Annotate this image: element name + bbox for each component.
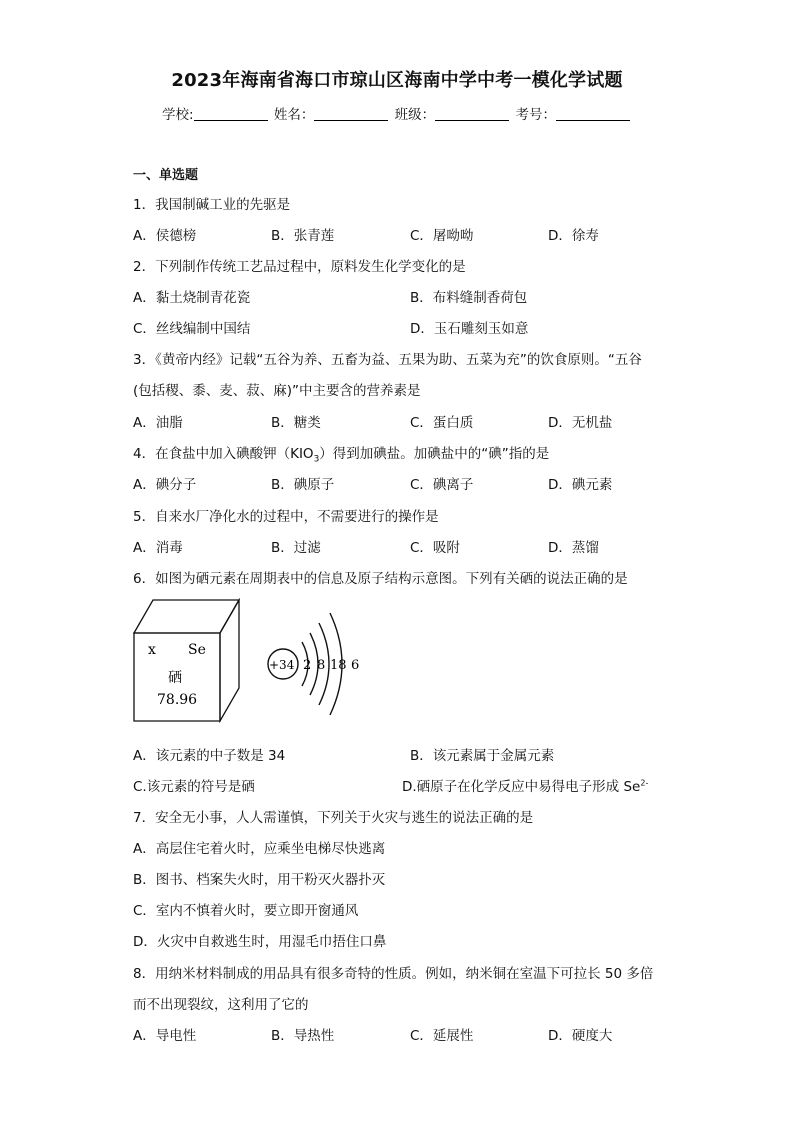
- shell-3-count: 18: [330, 658, 347, 673]
- option-a: A．侯德榜: [133, 228, 197, 244]
- nucleus-charge-text: +34: [269, 658, 295, 672]
- subscript: 3: [313, 454, 320, 465]
- option-d: D．蒸馏: [548, 540, 599, 556]
- question-stem-line-1: 3．《黄帝内经》记载“五谷为养、五畜为益、五果为助、五菜为充”的饮食原则。“五谷: [133, 352, 642, 368]
- option-c: C.该元素的符号是硒: [133, 779, 255, 795]
- page-title: 2023年海南省海口市琼山区海南中学中考一模化学试题: [171, 70, 623, 91]
- option-b: B．导热性: [271, 1028, 335, 1044]
- option-c: C．吸附: [410, 540, 460, 556]
- element-name-text: 硒: [168, 670, 182, 686]
- stem-text: 4．在食盐中加入碘酸钾（KIO: [133, 446, 314, 462]
- question-stem-line-1: 8．用纳米材料制成的用品具有很多奇特的性质。例如，纳米铜在室温下可拉长 50 多倍: [133, 966, 654, 982]
- option-a: A．导电性: [133, 1028, 197, 1044]
- atomic-mass-text: 78.96: [157, 692, 198, 708]
- option-c: C．室内不慎着火时，要立即开窗通风: [133, 903, 359, 919]
- option-d-text: D.硒原子在化学反应中易得电子形成 Se: [402, 779, 641, 795]
- option-a: A．黏土烧制青花瓷: [133, 290, 251, 306]
- option-b: B．布料缝制香荷包: [410, 290, 528, 306]
- question-stem: 7．安全无小事，人人需谨慎，下列关于火灾与逃生的说法正确的是: [133, 810, 534, 826]
- name-label: 姓名：: [273, 107, 315, 123]
- option-c: C．蛋白质: [410, 415, 474, 431]
- option-b: B．图书、档案失火时，用干粉灭火器扑灭: [133, 872, 386, 888]
- selenium-figure: [133, 598, 373, 723]
- element-symbol-text: Se: [188, 642, 206, 658]
- option-d: D．玉石雕刻玉如意: [410, 321, 529, 337]
- exam-number-label: 考号：: [515, 107, 556, 123]
- stem-text-cont: ）得到加碘盐。加碘盐中的“碘”指的是: [319, 446, 550, 462]
- class-blank[interactable]: [435, 106, 509, 121]
- ion-charge: 2-: [640, 778, 649, 788]
- exam-number-blank[interactable]: [556, 106, 630, 121]
- option-b: B．碘原子: [271, 477, 335, 493]
- option-a: A．高层住宅着火时，应乘坐电梯尽快逃离: [133, 841, 386, 857]
- question-stem: [133, 442, 549, 465]
- option-a: A．该元素的中子数是 34: [133, 748, 286, 764]
- option-b: B．张青莲: [271, 228, 335, 244]
- option-d: [402, 775, 648, 795]
- option-c: C．丝线编制中国结: [133, 321, 251, 337]
- option-a: A．消毒: [133, 540, 183, 556]
- option-b: B．过滤: [271, 540, 321, 556]
- student-info-row: [0, 103, 794, 123]
- name-blank[interactable]: [314, 106, 388, 121]
- atomic-number-text: x: [148, 642, 156, 658]
- school-label: 学校:: [162, 107, 194, 123]
- option-b: B．糖类: [271, 415, 321, 431]
- question-stem-line-2: (包括稷、黍、麦、菽、麻)”中主要含的营养素是: [133, 383, 421, 399]
- option-d: D．徐寿: [548, 228, 599, 244]
- option-d: D．碘元素: [548, 477, 613, 493]
- shell-4-count: 6: [351, 658, 360, 673]
- option-c: C．屠呦呦: [410, 228, 474, 244]
- question-stem: 6．如图为硒元素在周期表中的信息及原子结构示意图。下列有关硒的说法正确的是: [133, 571, 628, 587]
- option-d: D．火灾中自救逃生时，用湿毛巾捂住口鼻: [133, 934, 387, 950]
- option-d: D．硬度大: [548, 1028, 613, 1044]
- question-stem-line-2: 而不出现裂纹，这利用了它的: [133, 997, 309, 1013]
- class-label: 班级：: [394, 107, 436, 123]
- question-stem: 2．下列制作传统工艺品过程中，原料发生化学变化的是: [133, 259, 466, 275]
- shell-1-count: 2: [303, 658, 312, 673]
- option-d: D．无机盐: [548, 415, 613, 431]
- school-blank[interactable]: [194, 106, 268, 121]
- option-c: C．延展性: [410, 1028, 474, 1044]
- option-a: A．油脂: [133, 415, 183, 431]
- shell-2-count: 8: [317, 658, 326, 673]
- question-stem: 5．自来水厂净化水的过程中，不需要进行的操作是: [133, 509, 439, 525]
- question-stem: 1．我国制碱工业的先驱是: [133, 197, 291, 213]
- option-a: A．碘分子: [133, 477, 197, 493]
- option-c: C．碘离子: [410, 477, 474, 493]
- section-heading: 一、单选题: [133, 168, 199, 183]
- option-b: B．该元素属于金属元素: [410, 748, 555, 764]
